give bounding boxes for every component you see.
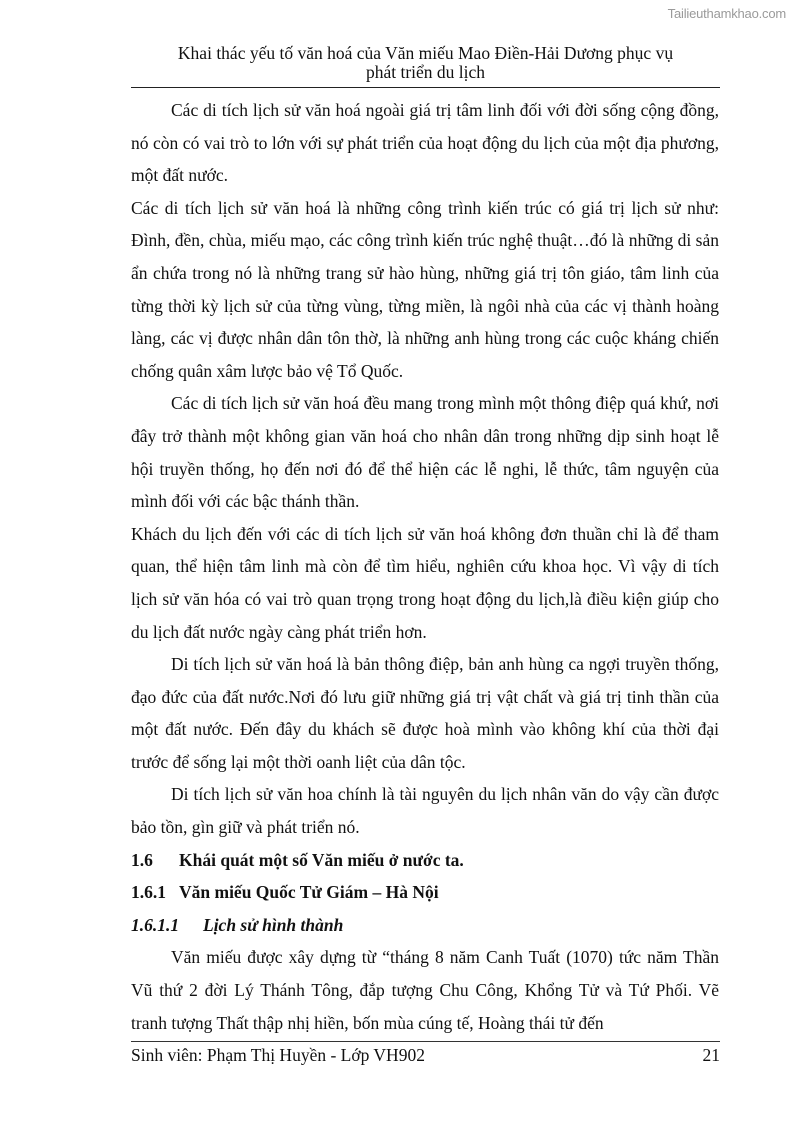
section-title: Văn miếu Quốc Tử Giám – Hà Nội (179, 882, 439, 903)
watermark: Tailieuthamkhao.com (667, 6, 786, 21)
section-number: 1.6.1.1 (131, 914, 180, 935)
document-body (131, 94, 719, 1039)
section-title: Khái quát một số Văn miếu ở nước ta. (179, 849, 464, 870)
paragraph: Văn miếu được xây dựng từ “tháng 8 năm Canh Tuất (1070) tức năm Thần Vũ thứ 2 đời Lý Thánh Tông, đắp tượng Chu Công, Khổng Tử và Tứ Phối. Vẽ tranh tượng Thất thập nhị hiền, bốn mùa cúng tế, Hoàng thái tử đến (131, 947, 719, 1033)
section-number: 1.6.1 (131, 882, 166, 903)
section-heading-1-6-1-1 (131, 909, 719, 942)
section-title: Lịch sử hình thành (203, 914, 344, 935)
header-line-1: Khai thác yếu tố văn hoá của Văn miếu Mao Điền-Hải Dương phục vụ (177, 43, 674, 63)
section-heading-1-6-1 (131, 876, 719, 909)
section-number: 1.6 (131, 849, 153, 870)
section-heading-1-6 (131, 844, 719, 877)
paragraph: Các di tích lịch sử văn hoá đều mang trong mình một thông điệp quá khứ, nơi đây trở thành một không gian văn hoá cho nhân dân trong những dịp sinh hoạt lễ hội truyền thống, họ đến nơi đó để thể hiện các lễ nghi, lễ thức, tâm nguyện của mình đối với các bậc thánh thần. (131, 393, 719, 512)
footer-divider (131, 1041, 720, 1042)
paragraph: Các di tích lịch sử văn hoá là những công trình kiến trúc có giá trị lịch sử như: Đình, đền, chùa, miếu mạo, các công trình kiến trúc nghệ thuật…đó là những di sản ẩn chứa trong nó là những trang sử hào hùng, những giá trị tôn giáo, tâm linh của từng thời kỳ lịch sử của từng vùng, từng miền, là ngôi nhà của các vị thành hoàng làng, các vị được nhân dân tôn thờ, là những anh hùng trong các cuộc kháng chiến chống quân xâm lược bảo vệ Tổ Quốc. (131, 197, 719, 381)
paragraph: Di tích lịch sử văn hoá là bản thông điệp, bản anh hùng ca ngợi truyền thống, đạo đức của đất nước.Nơi đó lưu giữ những giá trị vật chất và giá trị tinh thần của một đất nước. Đến đây du khách sẽ được hoà mình vào không khí của thời đại trước để sống lại một thời oanh liệt của dân tộc. (131, 654, 719, 772)
header-line-2: phát triển du lịch (365, 62, 486, 82)
running-header (131, 44, 720, 82)
page-number: 21 (702, 1045, 720, 1065)
paragraph: Di tích lịch sử văn hoa chính là tài nguyên du lịch nhân văn do vậy cần được bảo tồn, gìn giữ và phát triển nó. (131, 784, 719, 838)
paragraph: Khách du lịch đến với các di tích lịch sử văn hoá không đơn thuần chỉ là để tham quan, thể hiện tâm linh mà còn để tìm hiểu, nghiên cứu khoa học. Vì vậy di tích lịch sử văn hóa có vai trò quan trọng trong hoạt động du lịch,là điều kiện giúp cho du lịch đất nước ngày càng phát triển hơn. (131, 523, 719, 642)
header-divider (131, 87, 720, 88)
running-footer (131, 1045, 720, 1065)
paragraph: Các di tích lịch sử văn hoá ngoài giá trị tâm linh đối với đời sống cộng đồng, nó còn có vai trò to lớn với sự phát triển của hoạt động du lịch của một địa phương, một đất nước. (131, 100, 719, 186)
footer-author: Sinh viên: Phạm Thị Huyền - Lớp VH902 (131, 1045, 425, 1065)
